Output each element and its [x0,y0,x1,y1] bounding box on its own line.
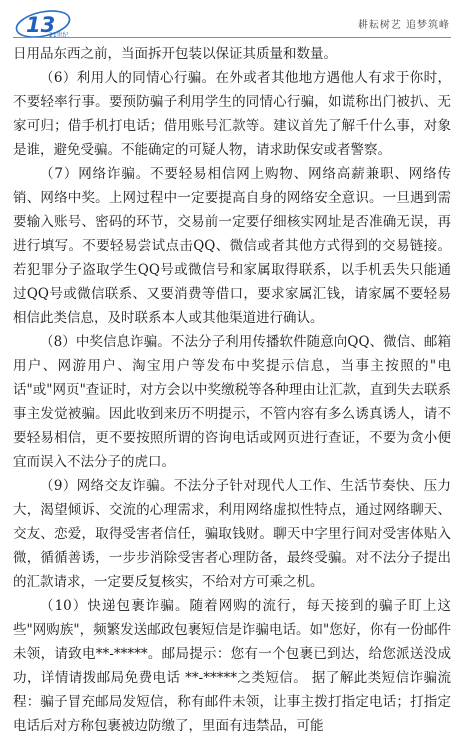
logo-subtext: 21世纪 [49,32,69,39]
page-header [0,0,464,42]
header-divider [13,37,451,38]
paragraph-parcel-scam: （10）快递包裹诈骗。随着网购的流行，每天接到的骗子盯上这些"网购族"，频繁发送邮政包裹短信是诈骗电话。如"您好，你有一份邮件未领，请致电**-*****。邮局提示：您有一个包裹已到达，给您派送没成功，详情请拨邮局免费电话 **-*****之类短信。 据了解此类短信诈骗流程：骗子冒充邮局发短信，称有邮件未领，让事主拨打指定电话；打指定电话后对方称包裹被边防缴了，里面有违禁品，可能 [13,598,451,734]
paragraph-continuation: 日用品东西之前，当面拆开包装以保证其质量和数量。 [13,46,337,62]
logo-number: 13 [26,13,56,37]
school-logo-icon [13,8,73,40]
header-motto: 耕耘树艺 追梦筑峰 [357,20,450,31]
paragraph-prize-scam: （8）中奖信息诈骗。不法分子利用传播软件随意向QQ、微信、邮箱用户、网游用户、淘宝用户等发布中奖提示信息，当事主按照的"电话"或"网页"查证时，对方会以中奖缴税等各种理由让汇款，直到失去联系事主发觉被骗。因此收到来历不明提示，不管内容有多么诱真诱人，请不要轻易相信，更不要按照所谓的咨询电话或网页进行查证，不要为贪小便宜而误入不法分子的虎口。 [13,334,451,470]
paragraph-online-dating-scam: （9）网络交友诈骗。不法分子针对现代人工作、生活节奏快、压力大，渴望倾诉、交流的心理需求，利用网络虚拟性特点，通过网络聊天、交友、恋爱，取得受害者信任，骗取钱财。聊天中字里行间对受害体贴入微，循循善诱，一步步消除受害者心理防备，最终受骗。对不法分子提出的汇款请求，一定要反复核实，不给对方可乘之机。 [13,478,451,590]
paragraph-internet-scam: （7）网络诈骗。不要轻易相信网上购物、网络高薪兼职、网络传销、网络中奖。上网过程中一定要提高自身的网络安全意识。一旦遇到需要输入账号、密码的环节，交易前一定要仔细核实网址是否准确无误，再进行填写。不要轻易尝试点击QQ、微信或者其他方式得到的交易链接。若犯罪分子盗取学生QQ号或微信号和家属取得联系，以手机丢失只能通过QQ号或微信联系、又要消费等借口，要求家属汇钱，请家属不要轻易相信此类信息，及时联系本人或其他渠道进行确认。 [13,166,451,326]
document-body [13,42,451,734]
paragraph-sympathy-scam: （6）利用人的同情心行骗。在外或者其他地方遇他人有求于你时，不要轻率行事。要预防骗子利用学生的同情心行骗，如谎称出门被扒、无家可归；借手机打电话；借用账号汇款等。建议首先了解千什么事，对象是谁，避免受骗。不能确定的可疑人物，请求助保安或者警察。 [13,70,451,158]
